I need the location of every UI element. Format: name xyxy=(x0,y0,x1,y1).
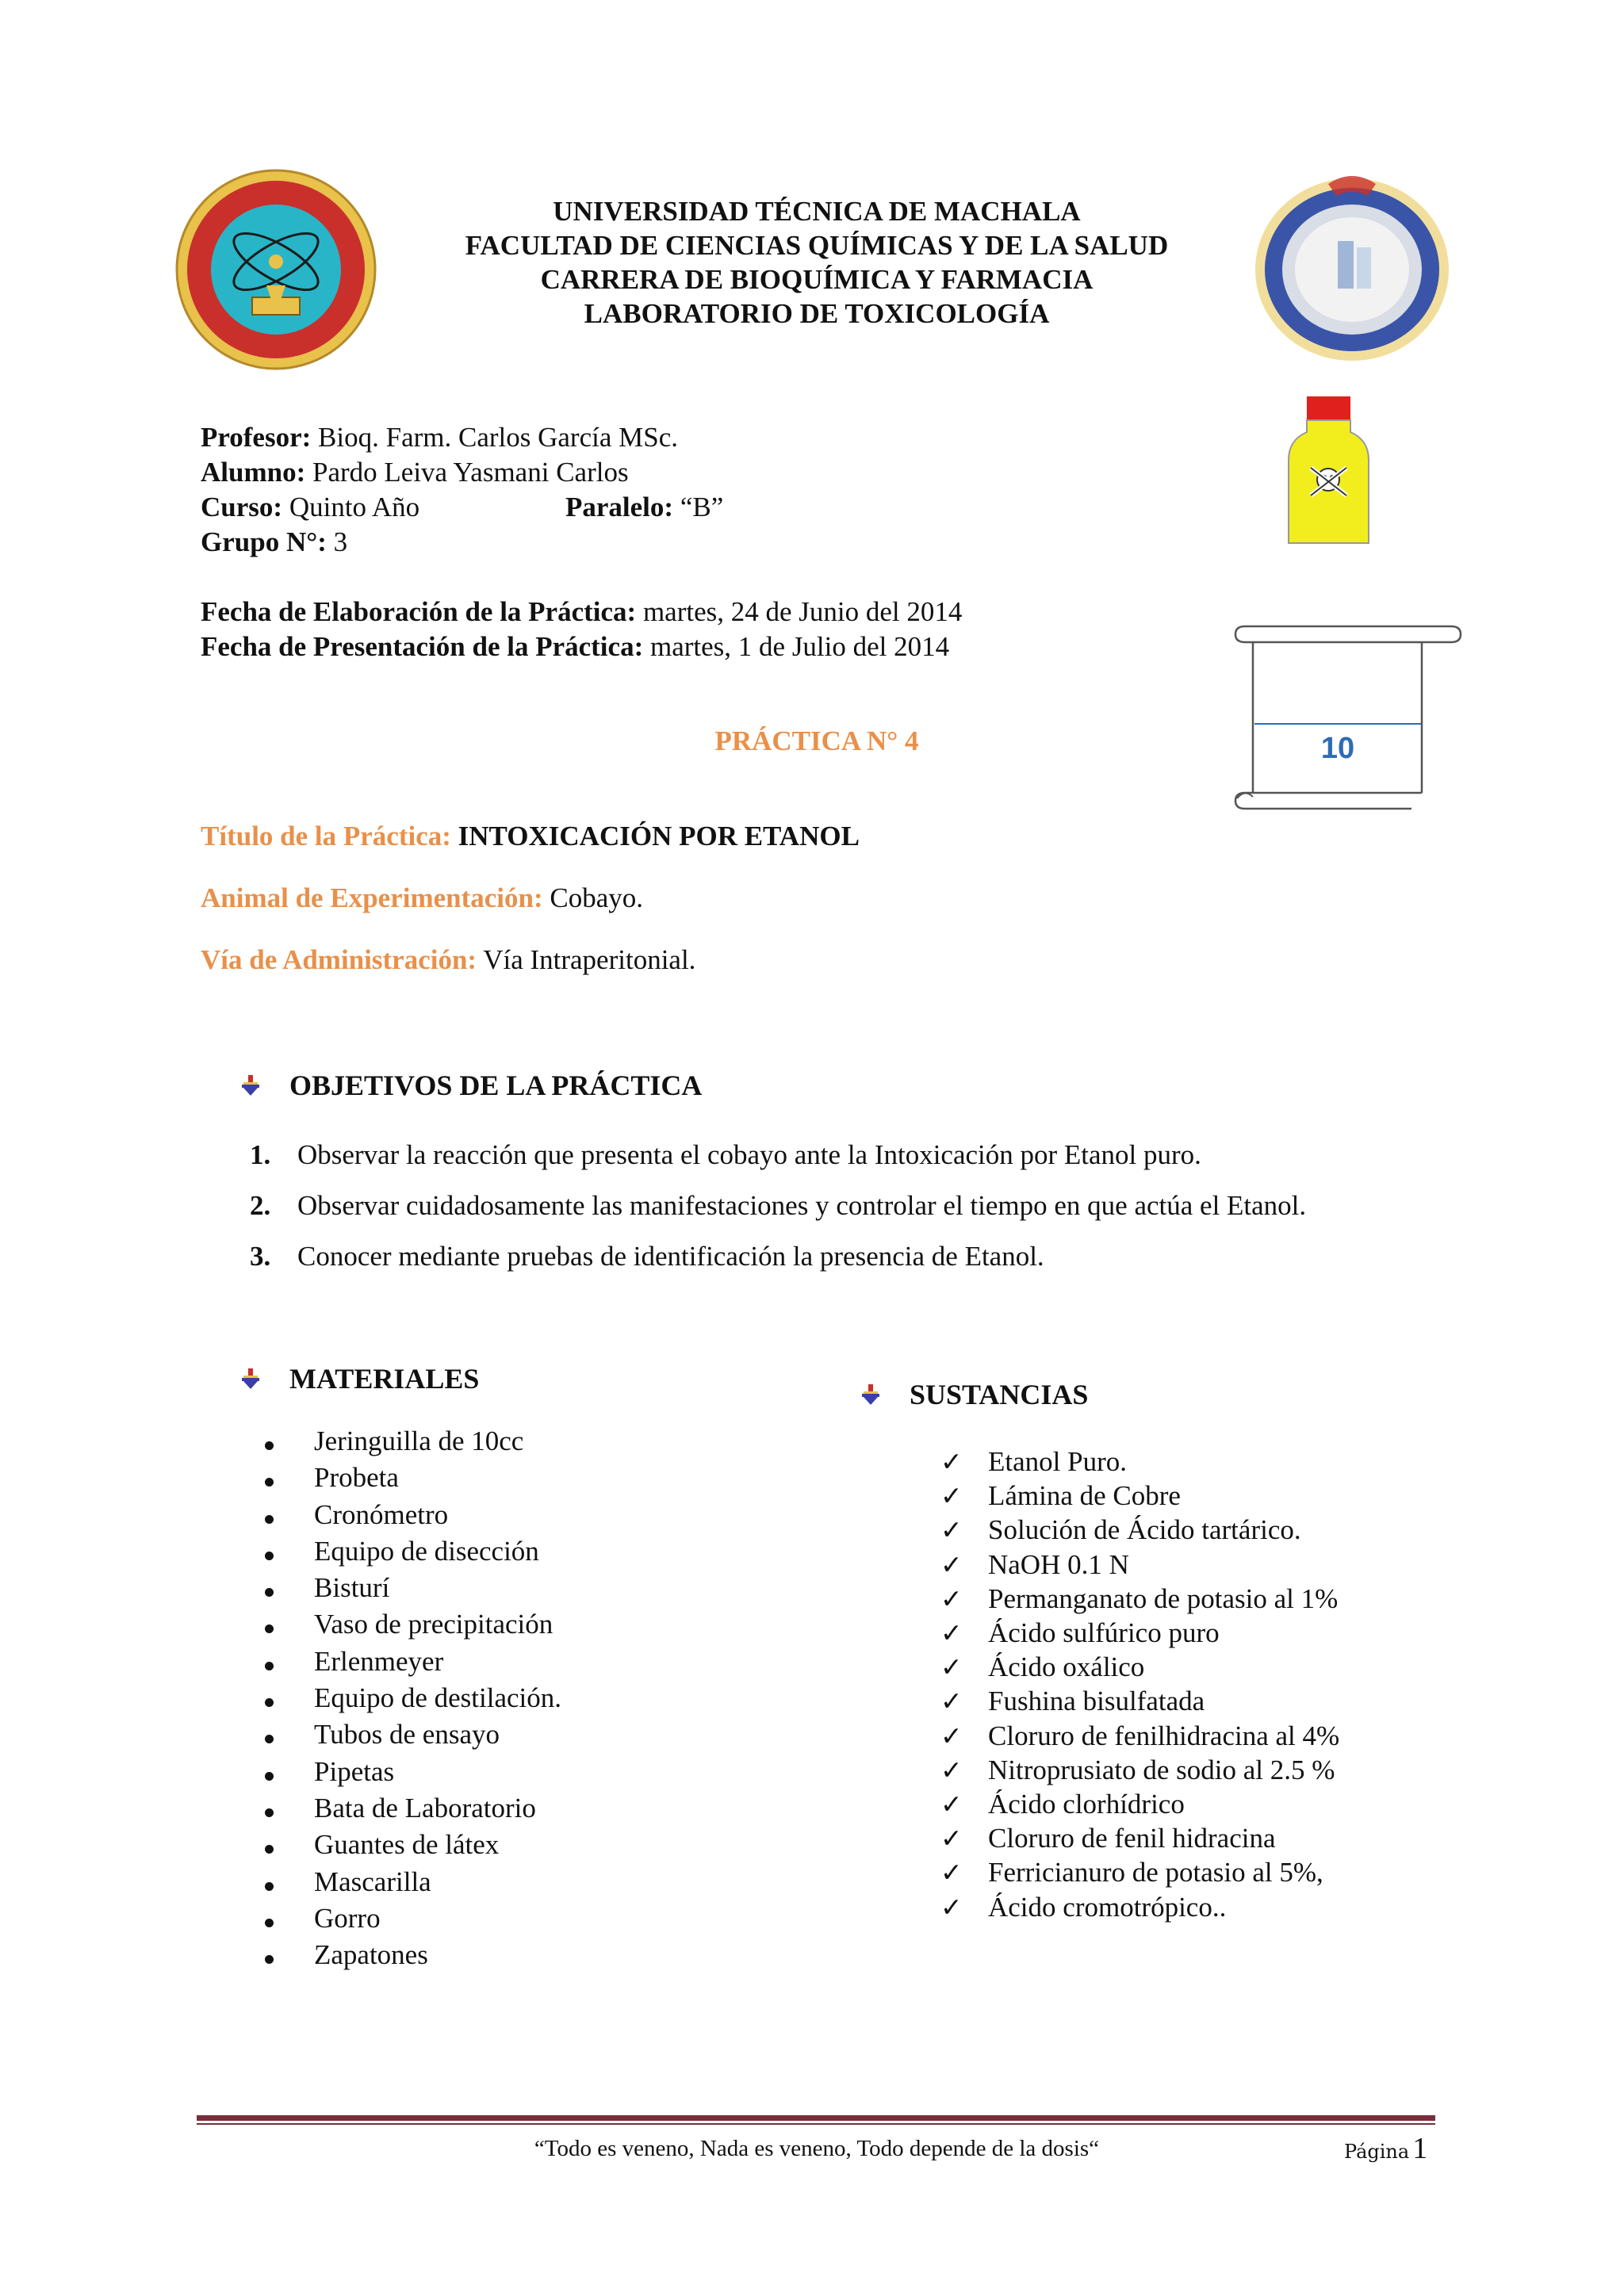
check-icon: ✓ xyxy=(940,1480,963,1512)
check-icon: ✓ xyxy=(940,1857,963,1888)
grupo-line: Grupo N°: 3 xyxy=(201,526,348,557)
animal-line: Animal de Experimentación: Cobayo. xyxy=(201,882,644,913)
list-item: ✓ Cloruro de fenil hidracina xyxy=(940,1821,1543,1855)
list-item: ✓ Ácido sulfúrico puro xyxy=(940,1616,1543,1650)
university-name: UNIVERSIDAD TÉCNICA DE MACHALA xyxy=(553,196,1081,227)
objective-item: 2. Observar cuidadosamente las manifestaciones y controlar el tiempo en que actúa el Etanol. xyxy=(250,1190,1307,1221)
list-item: ✓ Solución de Ácido tartárico. xyxy=(940,1513,1543,1547)
check-icon: ✓ xyxy=(940,1582,963,1614)
objectives-heading: OBJETIVOS DE LA PRÁCTICA xyxy=(289,1070,703,1101)
list-item: ✓ Nitroprusiato de sodio al 2.5 % xyxy=(940,1753,1543,1787)
poison-bottle-icon xyxy=(1283,396,1374,547)
page-number: 1 xyxy=(1412,2132,1428,2165)
check-icon: ✓ xyxy=(940,1514,963,1546)
university-logo xyxy=(173,166,379,373)
list-item: Mascarilla xyxy=(262,1864,817,1900)
objectives-list xyxy=(250,1130,1519,1282)
check-icon: ✓ xyxy=(940,1617,963,1649)
check-icon: ✓ xyxy=(940,1789,963,1820)
list-item: Bisturí xyxy=(262,1570,817,1606)
check-icon: ✓ xyxy=(940,1823,963,1854)
fecha-elaboracion-line: Fecha de Elaboración de la Práctica: martes, 24 de Junio del 2014 xyxy=(201,596,963,627)
fecha-presentacion-line: Fecha de Presentación de la Práctica: martes, 1 de Julio del 2014 xyxy=(201,631,950,662)
faculty-name: FACULTAD DE CIENCIAS QUÍMICAS Y DE LA SALUD xyxy=(465,230,1169,261)
bullet-arrow-icon xyxy=(240,1367,261,1391)
list-item: Equipo de destilación. xyxy=(262,1680,817,1716)
substances-heading: SUSTANCIAS xyxy=(910,1379,1089,1410)
curso-line: Curso: Quinto Año Paralelo: “B” xyxy=(201,490,1231,525)
list-item: Probeta xyxy=(262,1460,817,1496)
practice-number: PRÁCTICA N° 4 xyxy=(714,725,919,756)
alumno-line: Alumno: Pardo Leiva Yasmani Carlos xyxy=(201,457,629,488)
check-icon: ✓ xyxy=(940,1754,963,1785)
footer-divider xyxy=(197,2115,1435,2125)
page-indicator xyxy=(1344,2131,1427,2166)
materials-heading-row xyxy=(240,1362,479,1395)
check-icon: ✓ xyxy=(940,1686,963,1717)
check-icon: ✓ xyxy=(940,1548,963,1580)
substances-heading-row xyxy=(860,1378,1088,1411)
list-item: Equipo de disección xyxy=(262,1533,817,1570)
objective-item: 1. Observar la reacción que presenta el cobayo ante la Intoxicación por Etanol puro. xyxy=(250,1139,1201,1170)
faculty-seal-logo xyxy=(1249,168,1455,366)
list-item: Guantes de látex xyxy=(262,1827,817,1863)
career-name: CARRERA DE BIOQUÍMICA Y FARMACIA xyxy=(540,264,1094,295)
list-item: ✓ Permanganato de potasio al 1% xyxy=(940,1582,1543,1616)
list-item: Pipetas xyxy=(262,1754,817,1790)
list-item: ✓ Ácido oxálico xyxy=(940,1650,1543,1684)
paralelo: Paralelo: “B” xyxy=(565,492,724,522)
materials-heading: MATERIALES xyxy=(289,1363,480,1395)
list-item: Erlenmeyer xyxy=(262,1644,817,1680)
objective-item: 3. Conocer mediante pruebas de identificación la presencia de Etanol. xyxy=(250,1241,1044,1272)
list-item: Vaso de precipitación xyxy=(262,1606,817,1643)
list-item: ✓ Ácido clorhídrico xyxy=(940,1787,1543,1821)
list-item: Bata de Laboratorio xyxy=(262,1790,817,1827)
list-item: Cronómetro xyxy=(262,1497,817,1533)
footer-quote: “Todo es veneno, Nada es veneno, Todo depende de la dosis“ xyxy=(534,2136,1100,2161)
grade-scroll xyxy=(1213,622,1467,813)
via-line: Vía de Administración: Vía Intraperitonial. xyxy=(201,944,696,975)
bullet-arrow-icon xyxy=(240,1073,261,1097)
grade-value: 10 xyxy=(1320,732,1355,765)
list-item: Jeringuilla de 10cc xyxy=(262,1423,817,1460)
profesor-line: Profesor: Bioq. Farm. Carlos García MSc. xyxy=(201,422,679,453)
check-icon: ✓ xyxy=(940,1651,963,1683)
list-item: ✓ Cloruro de fenilhidracina al 4% xyxy=(940,1719,1543,1753)
laboratory-name: LABORATORIO DE TOXICOLOGÍA xyxy=(584,298,1050,329)
substances-list xyxy=(940,1445,1543,1924)
list-item: Tubos de ensayo xyxy=(262,1716,817,1753)
materials-list xyxy=(262,1423,817,1973)
list-item: ✓ Lámina de Cobre xyxy=(940,1479,1543,1513)
list-item: Gorro xyxy=(262,1900,817,1937)
list-item: ✓ Ácido cromotrópico.. xyxy=(940,1890,1543,1924)
page-label: Página xyxy=(1344,2141,1410,2163)
check-icon: ✓ xyxy=(940,1891,963,1923)
list-item: ✓ Fushina bisulfatada xyxy=(940,1684,1543,1718)
list-item: ✓ Ferricianuro de potasio al 5%, xyxy=(940,1855,1543,1889)
objectives-heading-row xyxy=(240,1069,702,1102)
check-icon: ✓ xyxy=(940,1720,963,1751)
practice-title-line: Título de la Práctica: INTOXICACIÓN POR ETANOL xyxy=(201,821,860,851)
list-item: Zapatones xyxy=(262,1937,817,1973)
bullet-arrow-icon xyxy=(860,1383,881,1406)
check-icon: ✓ xyxy=(940,1446,963,1477)
list-item: ✓ Etanol Puro. xyxy=(940,1445,1543,1479)
list-item: ✓ NaOH 0.1 N xyxy=(940,1548,1543,1582)
